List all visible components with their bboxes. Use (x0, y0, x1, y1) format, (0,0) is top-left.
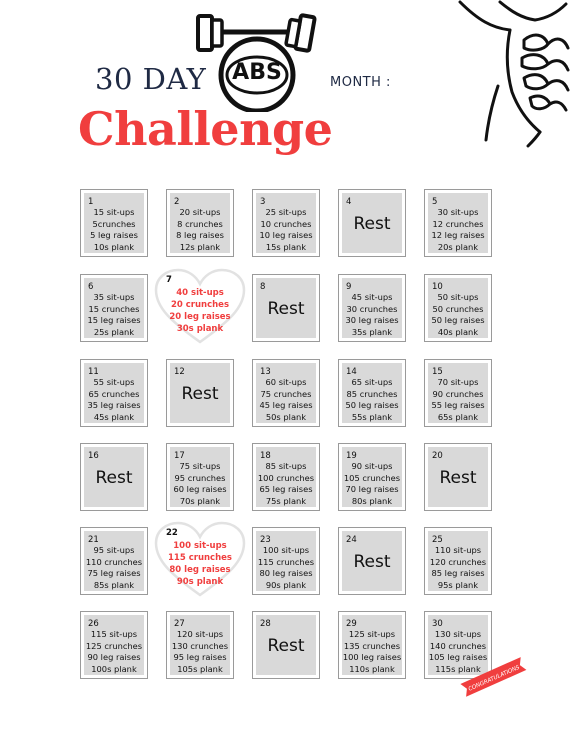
day-number: 7 (166, 275, 172, 285)
exercise-list (167, 207, 233, 253)
exercise-line: 30 crunches (346, 303, 398, 314)
exercise-line: 70 leg raises (345, 484, 399, 494)
day-number: 2 (174, 197, 180, 207)
exercise-list (167, 461, 233, 507)
exercise-line: 95s plank (437, 579, 479, 590)
exercise-line: 50 crunches (432, 303, 484, 314)
exercise-line: 130 crunches (171, 640, 229, 651)
day-cell-rest (166, 359, 234, 427)
day-number: 6 (88, 282, 94, 292)
exercise-line: 30 leg raises (345, 315, 399, 325)
exercise-line: 60 sit-ups (265, 377, 307, 387)
exercise-line: 45 leg raises (259, 400, 313, 410)
exercise-list (339, 377, 405, 423)
exercise-line: 20s plank (437, 241, 479, 252)
exercise-line: 135 crunches (343, 640, 401, 651)
exercise-line: 25s plank (93, 326, 135, 337)
exercise-line: 115 crunches (168, 553, 232, 563)
day-cell (166, 443, 234, 511)
exercise-line: 85 leg raises (431, 568, 485, 578)
abs-logo-text: ABS (232, 60, 282, 85)
exercise-line: 8 crunches (177, 218, 223, 229)
exercise-line: 45 sit-ups (351, 292, 393, 302)
exercise-line: 25 sit-ups (265, 207, 307, 217)
exercise-line: 50s plank (265, 411, 307, 422)
congratulations-ribbon (456, 652, 530, 700)
day-number: 22 (166, 528, 178, 538)
exercise-line: 40 sit-ups (176, 288, 224, 298)
exercise-line: 80 leg raises (169, 565, 231, 575)
exercise-line: 70s plank (179, 495, 221, 506)
exercise-line: 15 crunches (88, 303, 140, 314)
rest-label: Rest (439, 468, 477, 488)
rest-label: Rest (267, 299, 305, 319)
day-cell (80, 611, 148, 679)
day-number: 25 (432, 535, 443, 545)
day-number: 4 (346, 197, 352, 207)
exercise-line: 120 crunches (429, 556, 487, 567)
exercise-line: 110 sit-ups (434, 545, 482, 555)
day-cell (252, 359, 320, 427)
exercise-line: 90 crunches (432, 388, 484, 399)
day-cell-rest (338, 527, 406, 595)
exercise-line: 10 crunches (260, 218, 312, 229)
day-number: 8 (260, 282, 266, 292)
exercise-line: 90 sit-ups (351, 461, 393, 471)
exercise-line: 55 sit-ups (93, 377, 135, 387)
exercise-line: 115 crunches (257, 556, 315, 567)
day-number: 17 (174, 451, 185, 461)
exercise-line: 100 sit-ups (173, 541, 227, 551)
day-number: 20 (432, 451, 443, 461)
day-cell-rest (424, 443, 492, 511)
day-number: 23 (260, 535, 271, 545)
exercise-line: 80 leg raises (259, 568, 313, 578)
day-cell (166, 189, 234, 257)
month-label: MONTH : (330, 75, 391, 90)
day-number: 15 (432, 367, 443, 377)
exercise-line: 115 sit-ups (90, 629, 138, 639)
exercise-line: 10 leg raises (259, 230, 313, 240)
exercise-list (425, 292, 491, 338)
day-number: 12 (174, 367, 185, 377)
day-cell-rest (252, 611, 320, 679)
rest-label: Rest (181, 384, 219, 404)
exercise-line: 80s plank (351, 495, 393, 506)
exercise-line: 15s plank (265, 241, 307, 252)
exercise-line: 100 sit-ups (262, 545, 310, 555)
exercise-line: 20 leg raises (169, 312, 231, 322)
day-cell (424, 527, 492, 595)
day-cell (424, 189, 492, 257)
day-cell (80, 527, 148, 595)
exercise-line: 50 sit-ups (437, 292, 479, 302)
exercise-list (81, 377, 147, 423)
title-thirty-day: 30 DAY (95, 62, 207, 96)
exercise-list (339, 629, 405, 675)
day-cell (252, 443, 320, 511)
day-number: 16 (88, 451, 99, 461)
day-number: 18 (260, 451, 271, 461)
exercise-line: 115s plank (435, 663, 481, 674)
day-number: 1 (88, 197, 94, 207)
day-number: 11 (88, 367, 99, 377)
exercise-list (253, 545, 319, 591)
exercise-line: 5crunches (92, 218, 136, 229)
exercise-line: 50 leg raises (431, 315, 485, 325)
exercise-list (81, 207, 147, 253)
exercise-list (81, 292, 147, 338)
day-cell (166, 611, 234, 679)
day-number: 3 (260, 197, 266, 207)
day-cell-highlight (152, 266, 248, 346)
exercise-line: 90 leg raises (87, 652, 141, 662)
exercise-line: 100s plank (91, 663, 137, 674)
exercise-list (425, 207, 491, 253)
day-number: 21 (88, 535, 99, 545)
exercise-line: 75 sit-ups (179, 461, 221, 471)
day-number: 14 (346, 367, 357, 377)
exercise-line: 35 sit-ups (93, 292, 135, 302)
exercise-list (253, 207, 319, 253)
exercise-line: 20 crunches (170, 300, 230, 310)
exercise-line: 105 leg raises (428, 652, 488, 662)
day-cell-rest (338, 189, 406, 257)
exercise-line: 85 sit-ups (265, 461, 307, 471)
exercise-line: 12s plank (179, 241, 221, 252)
exercise-line: 85 crunches (346, 388, 398, 399)
exercise-line: 100 crunches (257, 472, 315, 483)
exercise-line: 110 crunches (85, 556, 143, 567)
rest-label: Rest (95, 468, 133, 488)
day-number: 10 (432, 282, 443, 292)
exercise-line: 75s plank (265, 495, 307, 506)
exercise-list (425, 545, 491, 591)
exercise-list (152, 287, 248, 335)
day-cell (424, 274, 492, 342)
rest-label: Rest (353, 552, 391, 572)
exercise-line: 105s plank (177, 663, 223, 674)
day-number: 13 (260, 367, 271, 377)
exercise-line: 130 sit-ups (434, 629, 482, 639)
exercise-line: 12 crunches (432, 218, 484, 229)
exercise-line: 95 leg raises (173, 652, 227, 662)
exercise-list (152, 540, 248, 588)
exercise-line: 45s plank (93, 411, 135, 422)
exercise-line: 120 sit-ups (176, 629, 224, 639)
exercise-line: 70 sit-ups (437, 377, 479, 387)
exercise-line: 110s plank (349, 663, 395, 674)
day-number: 9 (346, 282, 352, 292)
day-cell (252, 527, 320, 595)
exercise-line: 95 crunches (174, 472, 226, 483)
day-cell (338, 443, 406, 511)
exercise-line: 105 crunches (343, 472, 401, 483)
day-number: 24 (346, 535, 357, 545)
day-number: 19 (346, 451, 357, 461)
exercise-line: 140 crunches (429, 640, 487, 651)
exercise-line: 55 leg raises (431, 400, 485, 410)
exercise-list (253, 461, 319, 507)
exercise-line: 60 leg raises (173, 484, 227, 494)
day-number: 30 (432, 619, 443, 629)
day-cell-highlight (152, 519, 248, 599)
rest-label: Rest (353, 214, 391, 234)
day-number: 26 (88, 619, 99, 629)
exercise-line: 20 sit-ups (179, 207, 221, 217)
exercise-line: 50 leg raises (345, 400, 399, 410)
ribbon-text: CONGRATULATIONS (467, 664, 521, 693)
day-cell (252, 189, 320, 257)
exercise-line: 40s plank (437, 326, 479, 337)
exercise-line: 5 leg raises (90, 230, 138, 240)
exercise-line: 35 leg raises (87, 400, 141, 410)
exercise-line: 35s plank (351, 326, 393, 337)
exercise-line: 10s plank (93, 241, 135, 252)
exercise-line: 95 sit-ups (93, 545, 135, 555)
exercise-list (339, 292, 405, 338)
exercise-line: 125 crunches (85, 640, 143, 651)
title-challenge: Challenge (78, 102, 333, 156)
exercise-line: 125 sit-ups (348, 629, 396, 639)
exercise-line: 15 leg raises (87, 315, 141, 325)
exercise-line: 75 crunches (260, 388, 312, 399)
day-cell (424, 359, 492, 427)
exercise-line: 65 sit-ups (351, 377, 393, 387)
exercise-list (425, 377, 491, 423)
exercise-line: 8 leg raises (176, 230, 224, 240)
day-number: 28 (260, 619, 271, 629)
day-cell (338, 274, 406, 342)
exercise-line: 100 leg raises (342, 652, 402, 662)
exercise-line: 90s plank (265, 579, 307, 590)
exercise-line: 90s plank (176, 577, 224, 587)
day-cell-rest (80, 443, 148, 511)
exercise-line: 12 leg raises (431, 230, 485, 240)
exercise-line: 65 leg raises (259, 484, 313, 494)
day-number: 29 (346, 619, 357, 629)
exercise-line: 30s plank (176, 324, 224, 334)
day-cell (338, 359, 406, 427)
exercise-line: 55s plank (351, 411, 393, 422)
day-cell-rest (252, 274, 320, 342)
exercise-list (253, 377, 319, 423)
day-number: 27 (174, 619, 185, 629)
exercise-line: 65 crunches (88, 388, 140, 399)
day-number: 5 (432, 197, 438, 207)
exercise-list (167, 629, 233, 675)
exercise-line: 75 leg raises (87, 568, 141, 578)
exercise-list (81, 629, 147, 675)
exercise-line: 30 sit-ups (437, 207, 479, 217)
exercise-list (339, 461, 405, 507)
exercise-line: 65s plank (437, 411, 479, 422)
day-cell (80, 189, 148, 257)
exercise-line: 85s plank (93, 579, 135, 590)
day-cell (80, 274, 148, 342)
exercise-list (81, 545, 147, 591)
day-cell (80, 359, 148, 427)
day-cell (338, 611, 406, 679)
exercise-line: 15 sit-ups (93, 207, 135, 217)
rest-label: Rest (267, 636, 305, 656)
